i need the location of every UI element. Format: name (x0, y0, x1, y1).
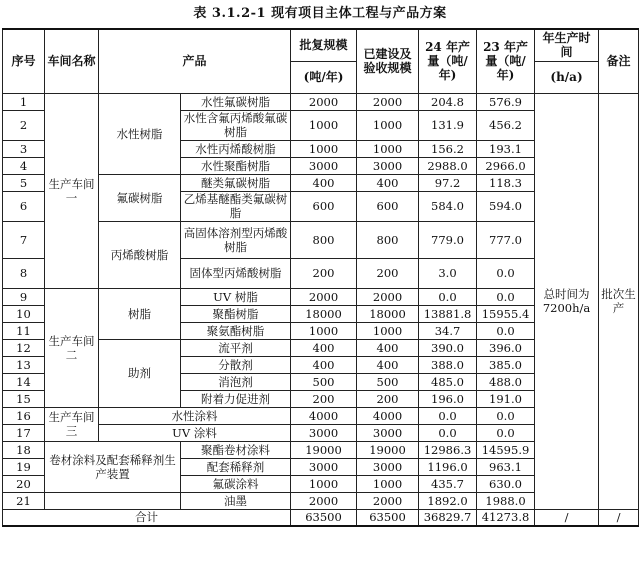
approved-cell: 1000 (291, 140, 357, 157)
y23-cell: 2966.0 (477, 157, 535, 174)
header-approved: 批复规模 (291, 29, 357, 61)
approved-cell: 1000 (291, 322, 357, 339)
seq-cell: 14 (3, 373, 45, 390)
y24-cell: 204.8 (419, 93, 477, 110)
y24-cell: 584.0 (419, 191, 477, 221)
built-cell: 1000 (357, 322, 419, 339)
total-label-cell: 合计 (3, 509, 291, 526)
total-approved-cell: 63500 (291, 509, 357, 526)
total-y23-cell: 41273.8 (477, 509, 535, 526)
y24-cell: 13881.8 (419, 305, 477, 322)
product-cell: 聚氨酯树脂 (181, 322, 291, 339)
approved-cell: 600 (291, 191, 357, 221)
built-cell: 2000 (357, 93, 419, 110)
workshop-cell: 生产车间三 (45, 407, 99, 441)
time-note-cell: 总时间为7200h/a (535, 93, 599, 509)
header-approved-unit: (吨/年) (291, 61, 357, 93)
seq-cell: 4 (3, 157, 45, 174)
product-cell: 聚酯树脂 (181, 305, 291, 322)
approved-cell: 2000 (291, 288, 357, 305)
approved-cell: 800 (291, 221, 357, 258)
approved-cell: 400 (291, 339, 357, 356)
header-y24: 24 年产量（吨/年) (419, 29, 477, 93)
remark-note-cell: 批次生产 (599, 93, 639, 509)
y23-cell: 488.0 (477, 373, 535, 390)
y23-cell: 118.3 (477, 174, 535, 191)
built-cell: 3000 (357, 157, 419, 174)
seq-cell: 16 (3, 407, 45, 424)
header-seq: 序号 (3, 29, 45, 93)
total-row (3, 509, 639, 526)
built-cell: 200 (357, 258, 419, 288)
seq-cell: 21 (3, 492, 45, 509)
y24-cell: 1892.0 (419, 492, 477, 509)
seq-cell: 8 (3, 258, 45, 288)
product-cell: 流平剂 (181, 339, 291, 356)
group-cell: 水性树脂 (99, 93, 181, 174)
seq-cell: 20 (3, 475, 45, 492)
y23-cell: 0.0 (477, 407, 535, 424)
y24-cell: 388.0 (419, 356, 477, 373)
seq-cell: 12 (3, 339, 45, 356)
y23-cell: 15955.4 (477, 305, 535, 322)
approved-cell: 200 (291, 390, 357, 407)
approved-cell: 3000 (291, 157, 357, 174)
product-cell: 水性丙烯酸树脂 (181, 140, 291, 157)
y23-cell: 0.0 (477, 258, 535, 288)
header-remark: 备注 (599, 29, 639, 93)
y23-cell: 0.0 (477, 288, 535, 305)
approved-cell: 2000 (291, 492, 357, 509)
built-cell: 3000 (357, 458, 419, 475)
header-built: 已建设及验收规模 (357, 29, 419, 93)
built-cell: 1000 (357, 110, 419, 140)
y23-cell: 0.0 (477, 424, 535, 441)
header-time-unit: (h/a) (535, 61, 599, 93)
built-cell: 19000 (357, 441, 419, 458)
table-row (3, 93, 639, 110)
product-cell: 附着力促进剂 (181, 390, 291, 407)
table-caption: 表 3.1.2-1 现有项目主体工程与产品方案 (193, 6, 447, 21)
y23-cell: 191.0 (477, 390, 535, 407)
y23-cell: 14595.9 (477, 441, 535, 458)
approved-cell: 500 (291, 373, 357, 390)
built-cell: 200 (357, 390, 419, 407)
group-cell: 氟碳树脂 (99, 174, 181, 221)
built-cell: 600 (357, 191, 419, 221)
built-cell: 400 (357, 339, 419, 356)
approved-cell: 2000 (291, 93, 357, 110)
product-cell: 乙烯基醚酯类氟碳树脂 (181, 191, 291, 221)
seq-cell: 6 (3, 191, 45, 221)
y23-cell: 630.0 (477, 475, 535, 492)
y24-cell: 156.2 (419, 140, 477, 157)
y23-cell: 1988.0 (477, 492, 535, 509)
y24-cell: 2988.0 (419, 157, 477, 174)
y23-cell: 396.0 (477, 339, 535, 356)
header-y23: 23 年产量（吨/年) (477, 29, 535, 93)
approved-cell: 3000 (291, 424, 357, 441)
product-cell: 水性聚酯树脂 (181, 157, 291, 174)
seq-cell: 19 (3, 458, 45, 475)
total-remark-cell: / (599, 509, 639, 526)
total-built-cell: 63500 (357, 509, 419, 526)
y24-cell: 3.0 (419, 258, 477, 288)
built-cell: 4000 (357, 407, 419, 424)
seq-cell: 18 (3, 441, 45, 458)
y24-cell: 1196.0 (419, 458, 477, 475)
y24-cell: 12986.3 (419, 441, 477, 458)
seq-cell: 15 (3, 390, 45, 407)
approved-cell: 1000 (291, 475, 357, 492)
approved-cell: 1000 (291, 110, 357, 140)
total-y24-cell: 36829.7 (419, 509, 477, 526)
y24-cell: 0.0 (419, 424, 477, 441)
workshop-cell: 生产车间一 (45, 93, 99, 288)
built-cell: 500 (357, 373, 419, 390)
y23-cell: 193.1 (477, 140, 535, 157)
group-cell: 丙烯酸树脂 (99, 221, 181, 288)
seq-cell: 13 (3, 356, 45, 373)
header-workshop: 车间名称 (45, 29, 99, 93)
seq-cell: 10 (3, 305, 45, 322)
seq-cell: 2 (3, 110, 45, 140)
workshop-cell (45, 492, 181, 509)
product-cell: UV 树脂 (181, 288, 291, 305)
y23-cell: 456.2 (477, 110, 535, 140)
built-cell: 400 (357, 356, 419, 373)
approved-cell: 3000 (291, 458, 357, 475)
product-cell: 水性涂料 (99, 407, 291, 424)
approved-cell: 19000 (291, 441, 357, 458)
y23-cell: 0.0 (477, 322, 535, 339)
y23-cell: 594.0 (477, 191, 535, 221)
group-cell: 助剂 (99, 339, 181, 407)
y24-cell: 435.7 (419, 475, 477, 492)
built-cell: 3000 (357, 424, 419, 441)
seq-cell: 3 (3, 140, 45, 157)
built-cell: 1000 (357, 140, 419, 157)
product-cell: 配套稀释剂 (181, 458, 291, 475)
total-time-cell: / (535, 509, 599, 526)
built-cell: 18000 (357, 305, 419, 322)
y24-cell: 779.0 (419, 221, 477, 258)
header-time: 年生产时间 (535, 29, 599, 61)
built-cell: 1000 (357, 475, 419, 492)
seq-cell: 17 (3, 424, 45, 441)
built-cell: 2000 (357, 288, 419, 305)
group-cell: 树脂 (99, 288, 181, 339)
built-cell: 400 (357, 174, 419, 191)
product-cell: 高固体溶剂型丙烯酸树脂 (181, 221, 291, 258)
seq-cell: 1 (3, 93, 45, 110)
y23-cell: 777.0 (477, 221, 535, 258)
approved-cell: 200 (291, 258, 357, 288)
built-cell: 800 (357, 221, 419, 258)
seq-cell: 11 (3, 322, 45, 339)
product-cell: 固体型丙烯酸树脂 (181, 258, 291, 288)
seq-cell: 5 (3, 174, 45, 191)
y24-cell: 485.0 (419, 373, 477, 390)
y23-cell: 963.1 (477, 458, 535, 475)
seq-cell: 7 (3, 221, 45, 258)
workshop-cell: 卷材涂料及配套稀释剂生产装置 (45, 441, 181, 492)
product-cell: 消泡剂 (181, 373, 291, 390)
y24-cell: 196.0 (419, 390, 477, 407)
approved-cell: 18000 (291, 305, 357, 322)
approved-cell: 400 (291, 356, 357, 373)
y24-cell: 131.9 (419, 110, 477, 140)
seq-cell: 9 (3, 288, 45, 305)
y24-cell: 97.2 (419, 174, 477, 191)
product-cell: 分散剂 (181, 356, 291, 373)
header-product: 产品 (99, 29, 291, 93)
workshop-cell: 生产车间二 (45, 288, 99, 407)
y24-cell: 0.0 (419, 288, 477, 305)
product-cell: 氟碳涂料 (181, 475, 291, 492)
y24-cell: 0.0 (419, 407, 477, 424)
product-table (2, 28, 639, 527)
y24-cell: 34.7 (419, 322, 477, 339)
product-cell: UV 涂料 (99, 424, 291, 441)
y24-cell: 390.0 (419, 339, 477, 356)
approved-cell: 4000 (291, 407, 357, 424)
product-cell: 水性含氟丙烯酸氟碳树脂 (181, 110, 291, 140)
built-cell: 2000 (357, 492, 419, 509)
product-cell: 水性氟碳树脂 (181, 93, 291, 110)
product-cell: 聚酯卷材涂料 (181, 441, 291, 458)
y23-cell: 385.0 (477, 356, 535, 373)
product-cell: 油墨 (181, 492, 291, 509)
approved-cell: 400 (291, 174, 357, 191)
y23-cell: 576.9 (477, 93, 535, 110)
product-cell: 醚类氟碳树脂 (181, 174, 291, 191)
